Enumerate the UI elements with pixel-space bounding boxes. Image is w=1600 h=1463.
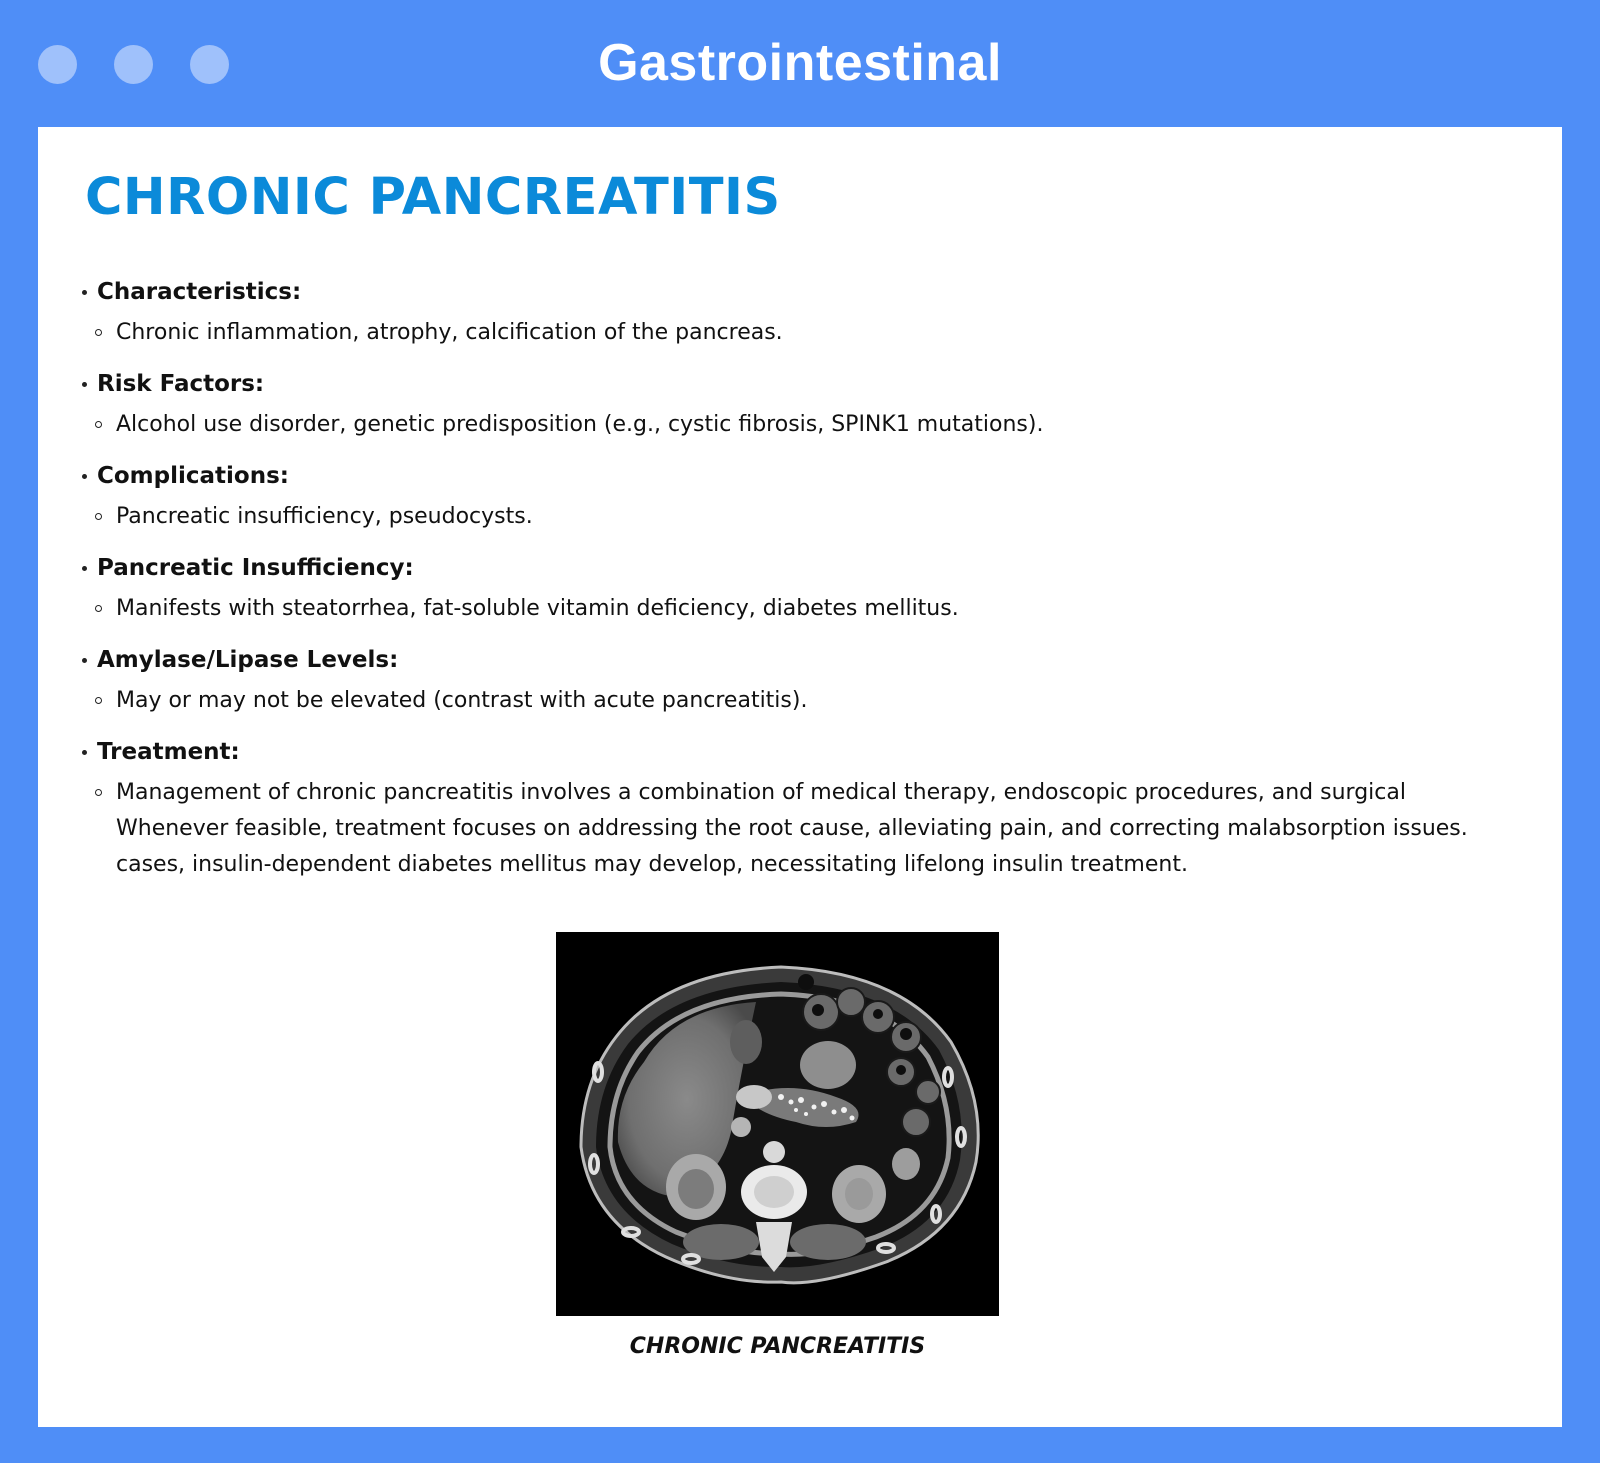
section-heading [82,453,1542,499]
section-heading [82,637,1542,683]
section-detail [82,407,1542,443]
section-detail [82,499,1542,535]
section-detail-line: Manifests with steatorrhea, fat-soluble vitamin deficiency, diabetes mellitus. [116,596,959,621]
section-heading [82,269,1542,315]
content-panel [38,127,1562,1427]
section-detail-line: Alcohol use disorder, genetic predisposition (e.g., cystic fibrosis, SPINK1 mutations). [116,412,1044,437]
section-heading [82,729,1542,775]
section-detail-line: Chronic inflammation, atrophy, calcification of the pancreas. [116,320,783,345]
circle-bullet-icon [95,789,102,796]
bullet-icon [82,290,87,295]
bullet-icon [82,474,87,479]
section-heading-text: Characteristics: [97,279,302,305]
section-heading-text: Pancreatic Insufficiency: [97,555,414,581]
section-detail-line: Pancreatic insufficiency, pseudocysts. [116,504,533,529]
section-detail-line: May or may not be elevated (contrast with acute pancreatitis). [116,688,808,713]
window-titlebar [0,0,1600,127]
section-detail [82,591,1542,627]
circle-bullet-icon [95,697,102,704]
circle-bullet-icon [95,605,102,612]
section-detail-line: cases, insulin-dependent diabetes mellitus may develop, necessitating lifelong insulin treatment. [116,852,1188,877]
section-heading-text: Complications: [97,463,289,489]
figure-caption: CHRONIC PANCREATITIS [629,1334,926,1359]
window-title: Gastrointestinal [598,34,1002,92]
section-detail-line: Management of chronic pancreatitis involves a combination of medical therapy, endoscopic procedures, and surgical [116,780,1406,805]
section-heading-text: Risk Factors: [97,371,265,397]
bullet-icon [82,566,87,571]
page-title: CHRONIC PANCREATITIS [85,168,781,227]
circle-bullet-icon [95,513,102,520]
section-heading [82,361,1542,407]
section-heading [82,545,1542,591]
section-detail [82,315,1542,351]
section-detail-line: Whenever feasible, treatment focuses on addressing the root cause, alleviating pain, and correcting malabsorption issues. [116,816,1468,841]
ct-scan-illustration [556,932,999,1316]
bullet-icon [82,382,87,387]
section-detail [82,775,1542,883]
circle-bullet-icon [95,421,102,428]
section-heading-text: Treatment: [97,739,240,765]
bullet-list [82,269,1542,893]
section-detail [82,683,1542,719]
circle-bullet-icon [95,329,102,336]
ct-scan-image [556,932,999,1316]
bullet-icon [82,750,87,755]
section-heading-text: Amylase/Lipase Levels: [97,647,399,673]
bullet-icon [82,658,87,663]
